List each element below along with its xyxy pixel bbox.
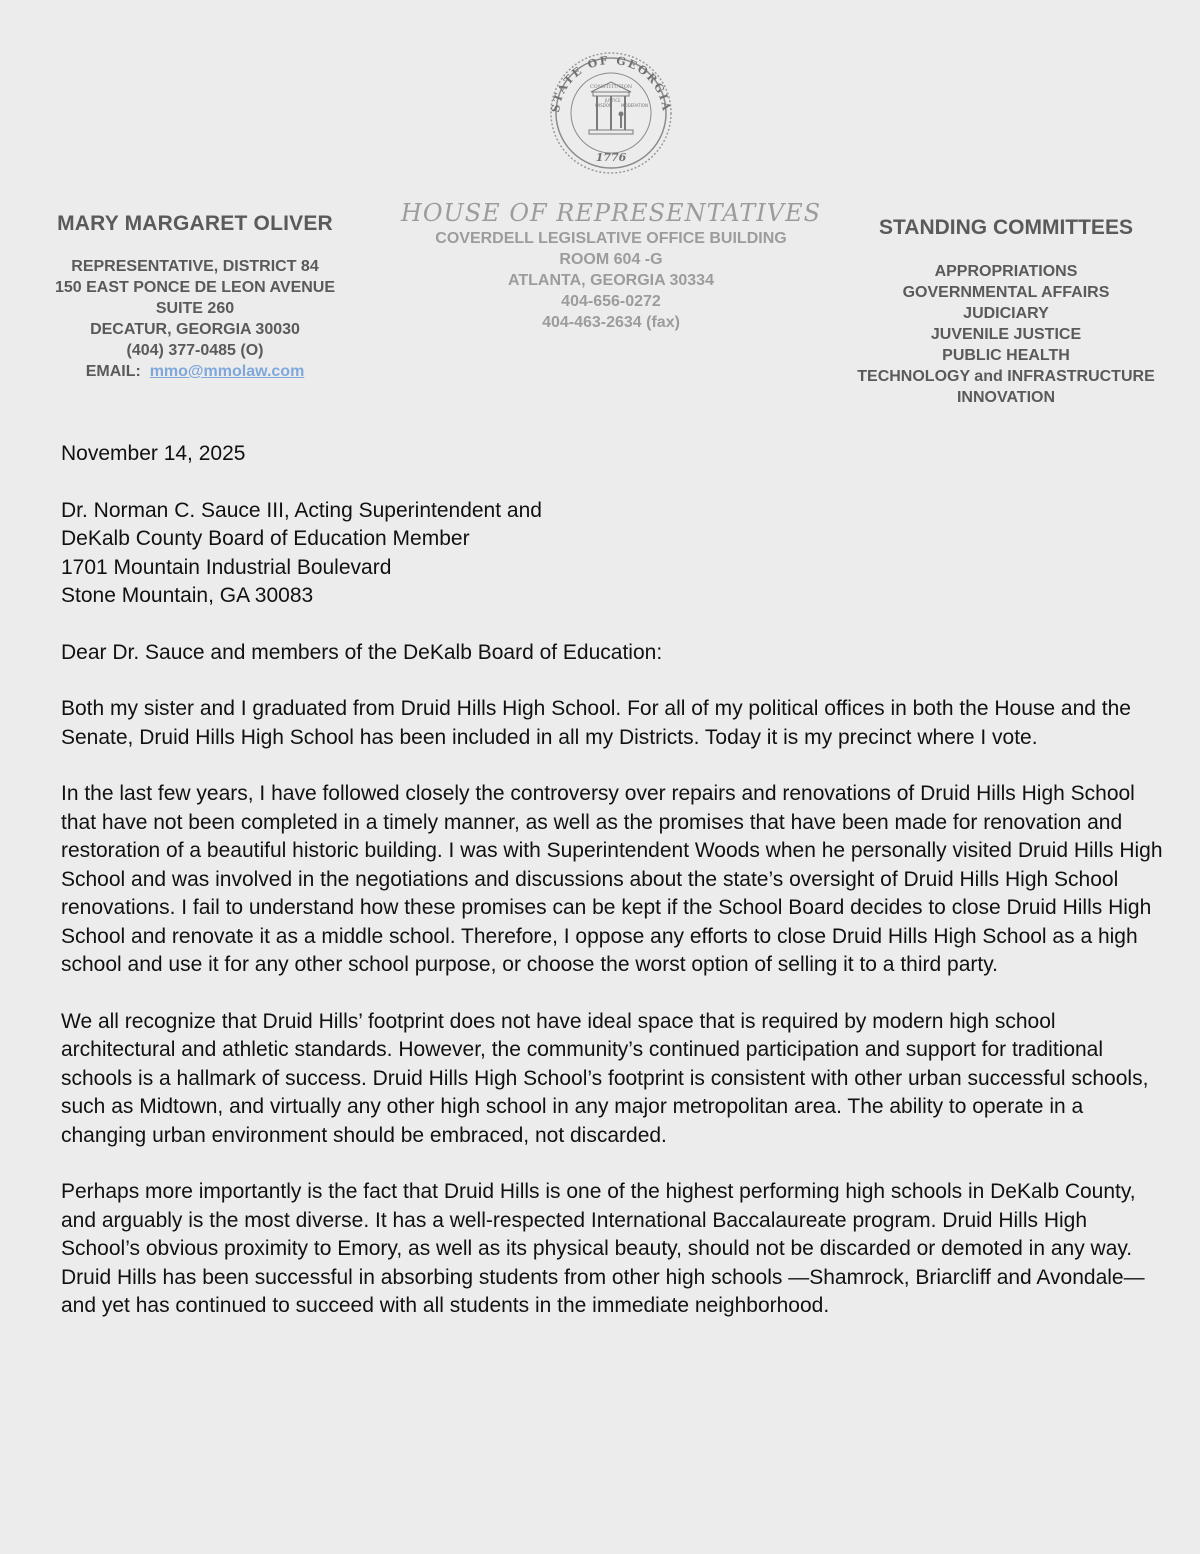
seal-banner-1: WISDOM — [595, 103, 613, 108]
office-city: ATLANTA, GEORGIA 30334 — [508, 272, 714, 289]
representative-block — [20, 212, 370, 382]
representative-address-line2: SUITE 260 — [155, 300, 235, 317]
committee-item: JUVENILE JUSTICE — [930, 326, 1082, 343]
office-room: ROOM 604 -G — [559, 251, 663, 268]
recipient-line: 1701 Mountain Industrial Boulevard — [61, 555, 392, 579]
representative-address-line1: 150 EAST PONCE DE LEON AVENUE — [54, 279, 336, 296]
representative-address-line3: DECATUR, GEORGIA 30030 — [90, 321, 300, 338]
recipient-line: Dr. Norman C. Sauce III, Acting Superintendent and — [61, 498, 542, 522]
committee-item: INNOVATION — [956, 389, 1056, 406]
committees-block — [830, 216, 1182, 408]
seal-constitution-text: CONSTITUTION — [589, 84, 633, 90]
email-link[interactable]: mmo@mmolaw.com — [149, 363, 305, 380]
committee-item: JUDICIARY — [963, 305, 1049, 322]
salutation: Dear Dr. Sauce and members of the DeKalb Board of Education: — [61, 640, 663, 664]
representative-title: REPRESENTATIVE, DISTRICT 84 — [71, 258, 319, 275]
letter-body — [61, 440, 1166, 1349]
state-seal — [543, 50, 679, 176]
seal-banner-2: JUSTICE — [605, 98, 621, 103]
representative-email-row — [20, 361, 370, 382]
committee-item: PUBLIC HEALTH — [942, 347, 1070, 364]
seal-banner-3: MODERATION — [621, 103, 649, 108]
committees-title: STANDING COMMITTEES — [879, 216, 1133, 239]
paragraph: In the last few years, I have followed closely the controversy over repairs and renovations of Druid Hills High School that have not been completed in a timely manner, as well as the promises that have been made for renovation and restoration of a beautiful historic building. I was with Superintendent Woods when he personally visited Druid Hills High School and was involved in the negotiations and discussions about the state’s oversight of Druid Hills High School renovations. I fail to understand how these promises can be kept if the School Board decides to close Druid Hills High School and renovate it as a middle school. Therefore, I oppose any efforts to close Druid Hills High School as a high school and use it for any other school purpose, or choose the worst option of selling it to a third party. — [61, 782, 1163, 976]
recipient-line: Stone Mountain, GA 30083 — [61, 584, 314, 607]
paragraph: Both my sister and I graduated from Druid Hills High School. For all of my political offices in both the House and the Senate, Druid Hills High School has been included in all my Districts. Today it is my precinct where I vote. — [61, 697, 1131, 749]
paragraph: Perhaps more importantly is the fact that Druid Hills is one of the highest performing high schools in DeKalb County, and arguably is the most diverse. It has a well-respected International Baccalaureate program. Druid Hills High School’s obvious proximity to Emory, as well as its physical beauty, should not be discarded or demoted in any way. Druid Hills has been successful in absorbing students from other high schools —Shamrock, Briarcliff and Avondale—and yet has continued to succeed with all students in the immediate neighborhood. — [61, 1180, 1145, 1317]
committee-item: GOVERNMENTAL AFFAIRS — [902, 284, 1110, 301]
office-block — [380, 198, 842, 333]
committee-item: APPROPRIATIONS — [934, 263, 1078, 280]
state-seal-graphic — [543, 50, 679, 176]
seal-year: 1776 — [595, 151, 627, 164]
house-of-representatives-title: HOUSE OF REPRESENTATIVES — [400, 199, 822, 227]
office-phone: 404-656-0272 — [561, 293, 661, 310]
office-fax: 404-463-2634 (fax) — [542, 314, 680, 331]
representative-name: MARY MARGARET OLIVER — [57, 212, 333, 235]
email-label: EMAIL: — [85, 363, 141, 380]
representative-phone: (404) 377-0485 (O) — [126, 342, 264, 359]
committee-item: TECHNOLOGY and INFRASTRUCTURE — [857, 368, 1155, 385]
office-building: COVERDELL LEGISLATIVE OFFICE BUILDING — [435, 230, 787, 247]
recipient-address — [61, 497, 1166, 611]
paragraph: We all recognize that Druid Hills’ footprint does not have ideal space that is required by modern high school architectural and athletic standards. However, the community’s continued participation and support for traditional schools is a hallmark of success. Druid Hills High School’s footprint is consistent with other urban successful schools, such as Midtown, and virtually any other high school in any major metropolitan area. The ability to operate in a changing urban environment should be embraced, not discarded. — [61, 1009, 1149, 1147]
letter-date: November 14, 2025 — [61, 442, 246, 465]
recipient-line: DeKalb County Board of Education Member — [61, 527, 470, 550]
seal-ring-text: STATE OF GEORGIA — [548, 53, 674, 114]
